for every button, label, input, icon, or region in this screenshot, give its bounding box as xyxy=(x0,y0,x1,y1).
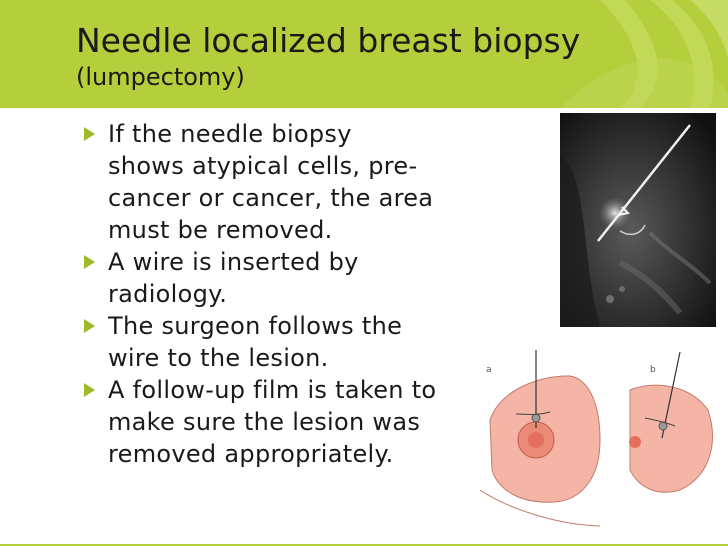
bullet-arrow-icon xyxy=(84,383,95,397)
bullet-item xyxy=(76,246,476,310)
bullet-line: must be removed. xyxy=(108,216,333,244)
bullet-arrow-icon xyxy=(84,319,95,333)
diagram-label-b: b xyxy=(650,365,656,375)
bullet-item xyxy=(76,374,476,470)
diagram-label-a: a xyxy=(486,365,492,375)
bullet-arrow-icon xyxy=(84,127,95,141)
bullet-item xyxy=(76,310,476,374)
slide-subtitle: (lumpectomy) xyxy=(76,63,245,91)
bullet-line: cancer or cancer, the area xyxy=(108,184,434,212)
bullet-line: make sure the lesion was xyxy=(108,408,421,436)
bullet-list xyxy=(76,118,476,470)
bullet-line: A wire is inserted by xyxy=(108,248,359,276)
bullet-line: shows atypical cells, pre- xyxy=(108,152,418,180)
bullet-item xyxy=(76,118,476,246)
bullet-line: wire to the lesion. xyxy=(108,344,329,372)
slide-title: Needle localized breast biopsy xyxy=(76,21,581,60)
bullet-line: The surgeon follows the xyxy=(108,312,403,340)
mammogram-xray-image xyxy=(560,113,716,327)
bullet-line: A follow-up film is taken to xyxy=(108,376,437,404)
bullet-line: If the needle biopsy xyxy=(108,120,352,148)
needle-localization-diagram xyxy=(480,350,718,546)
bullet-line: radiology. xyxy=(108,280,228,308)
bullet-line: removed appropriately. xyxy=(108,440,394,468)
bullet-arrow-icon xyxy=(84,255,95,269)
